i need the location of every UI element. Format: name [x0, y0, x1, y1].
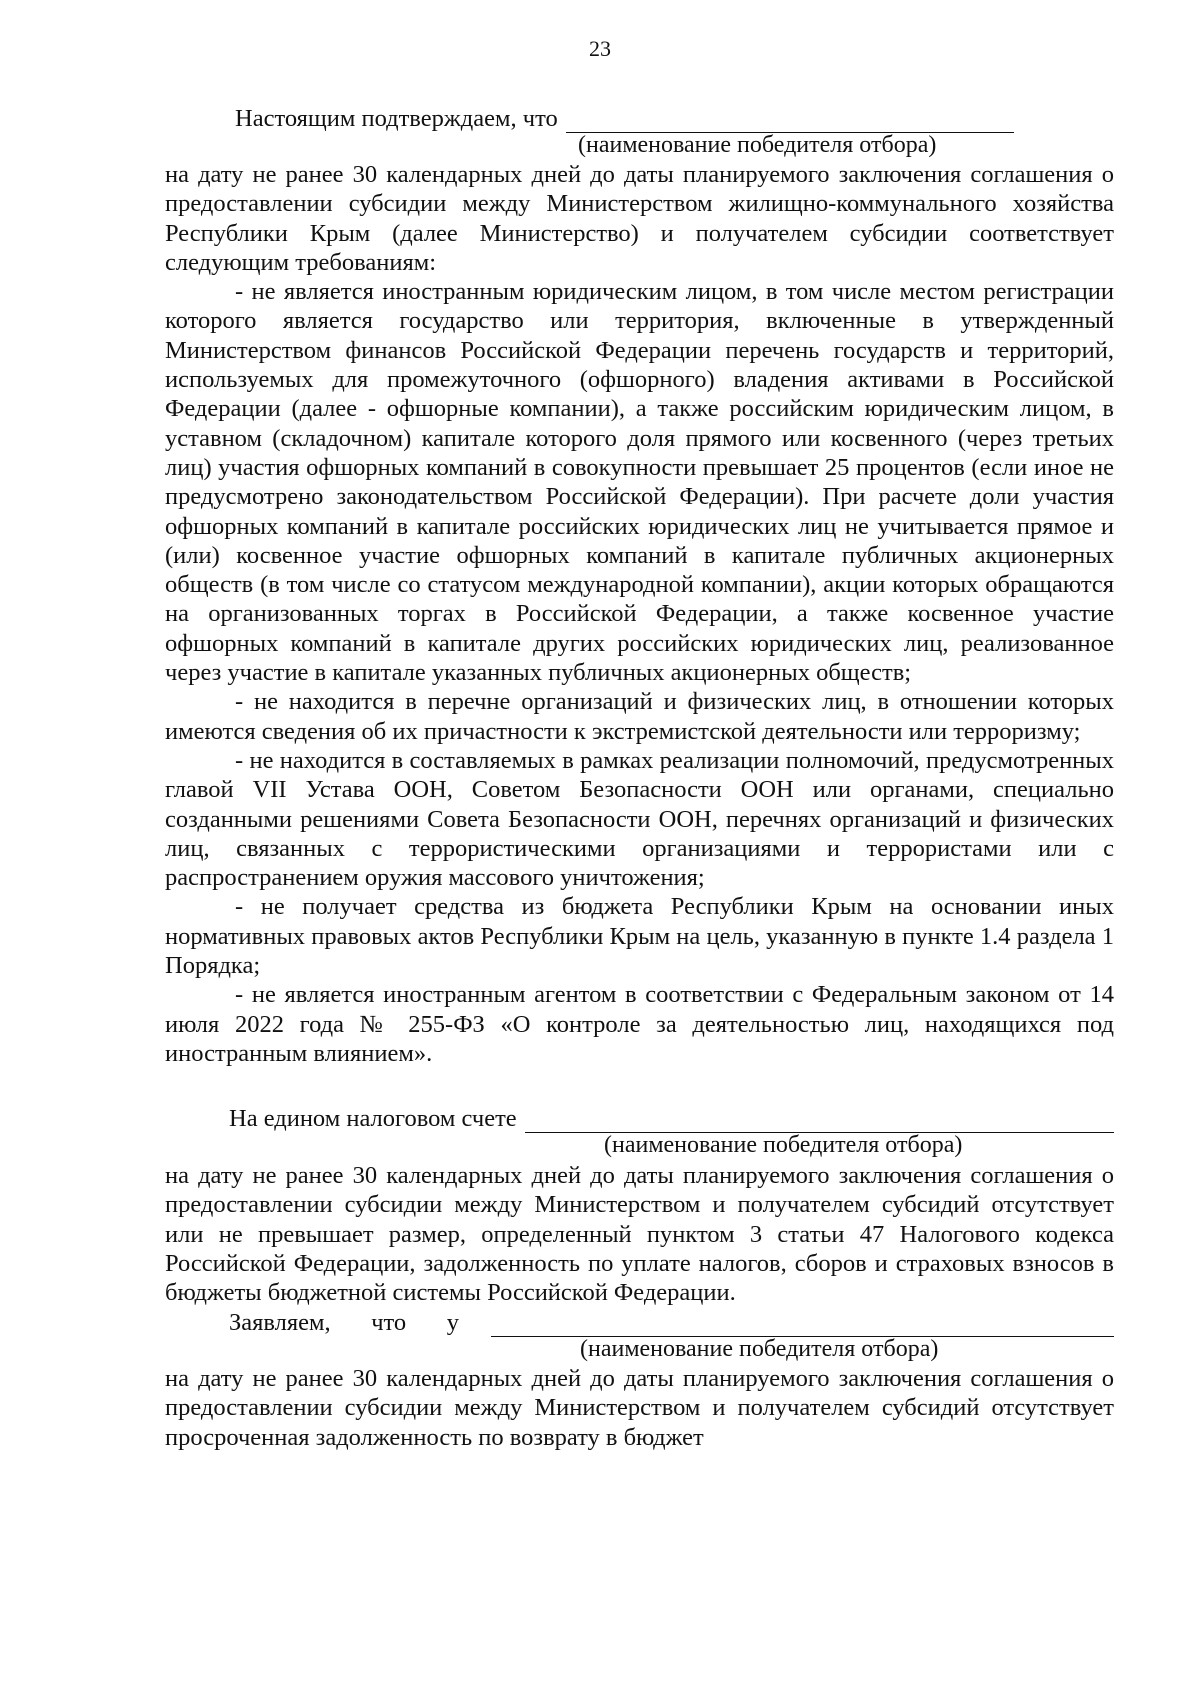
section3-blank-line — [491, 1314, 1114, 1337]
section2-body — [165, 1161, 1114, 1307]
section1-lead: Настоящим подтверждаем, что — [235, 104, 558, 132]
section1-requirement-offshore: - не является иностранным юридическим лицом, в том числе местом регистрации которого является государство или территория, включенные в утвержденный Министерством финансов Российской Федерации перечень государств и территорий, используемых для промежуточного (офшорного) владения активами в Российской Федерации (далее - офшорные компании), а также российским юридическим лицом, в уставном (складочном) капитале которого доля прямого или косвенного (через третьих лиц) участия офшорных компаний в совокупности превышает 25 процентов (если иное не предусмотрено законодательством Российской Федерации). При расчете доли участия офшорных компаний в капитале российских юридических лиц не учитывается прямое и (или) косвенное участие офшорных компаний в капитале публичных акционерных обществ (в том числе со статусом международной компании), акции которых обращаются на организованных торгах в Российской Федерации, а также косвенное участие офшорных компаний в капитале других российских юридических лиц, реализованное через участие в капитале указанных публичных акционерных обществ; — [165, 278, 1114, 687]
section3-lead-word: Заявляем, — [229, 1308, 331, 1336]
section3-lead-word: что — [371, 1308, 407, 1336]
section2-lead: На едином налоговом счете — [229, 1104, 517, 1132]
section1-requirement-un-lists: - не находится в составляемых в рамках реализации полномочий, предусмотренных главой VII Устава ООН, Советом Безопасности ООН или органами, специально созданными решениями Совета Безопасности ООН, перечнях организаций и физических лиц, связанных с террористическими организациями и террористами или с распространением оружия массового уничтожения; — [165, 746, 1114, 892]
section1-requirement-foreign-agent: - не является иностранным агентом в соответствии с Федеральным законом от 14 июля 2022 года № 255-ФЗ «О контроле за деятельностью лиц, находящихся под иностранным влиянием». — [165, 981, 1114, 1067]
section3-paragraph: на дату не ранее 30 календарных дней до даты планируемого заключения соглашения о предоставлении субсидии между Министерством и получателем субсидий отсутствует просроченная задолженность по возврату в бюджет — [165, 1365, 1114, 1451]
section1-paragraph: на дату не ранее 30 календарных дней до даты планируемого заключения соглашения о предоставлении субсидии между Министерством жилищно-коммунального хозяйства Республики Крым (далее Министерство) и получателем субсидии соответствует следующим требованиям: — [165, 161, 1114, 276]
section1-blank-line — [566, 110, 1014, 133]
section3-lead-word: у — [446, 1308, 459, 1336]
section1-requirement-extremism: - не находится в перечне организаций и физических лиц, в отношении которых имеются сведения об их причастности к экстремистской деятельности или терроризму; — [165, 688, 1114, 745]
section2-paragraph: на дату не ранее 30 календарных дней до даты планируемого заключения соглашения о предоставлении субсидии между Министерством и получателем субсидий отсутствует или не превышает размер, определенный пунктом 3 статьи 47 Налогового кодекса Российской Федерации, задолженность по уплате налогов, сборов и страховых взносов в бюджеты бюджетной системы Российской Федерации. — [165, 1162, 1114, 1307]
section3-body — [165, 1364, 1114, 1452]
section1-requirement-budget: - не получает средства из бюджета Республики Крым на основании иных нормативных правовых актов Республики Крым на цель, указанную в пункте 1.4 раздела 1 Порядка; — [165, 893, 1114, 980]
section1-body — [165, 160, 1114, 1068]
section3-lead — [229, 1308, 459, 1337]
section2-blank-line — [525, 1110, 1114, 1133]
section2-caption: (наименование победителя отбора) — [604, 1132, 963, 1158]
section1-caption: (наименование победителя отбора) — [578, 132, 937, 158]
page-number: 23 — [589, 36, 611, 61]
section3-caption: (наименование победителя отбора) — [580, 1336, 939, 1362]
